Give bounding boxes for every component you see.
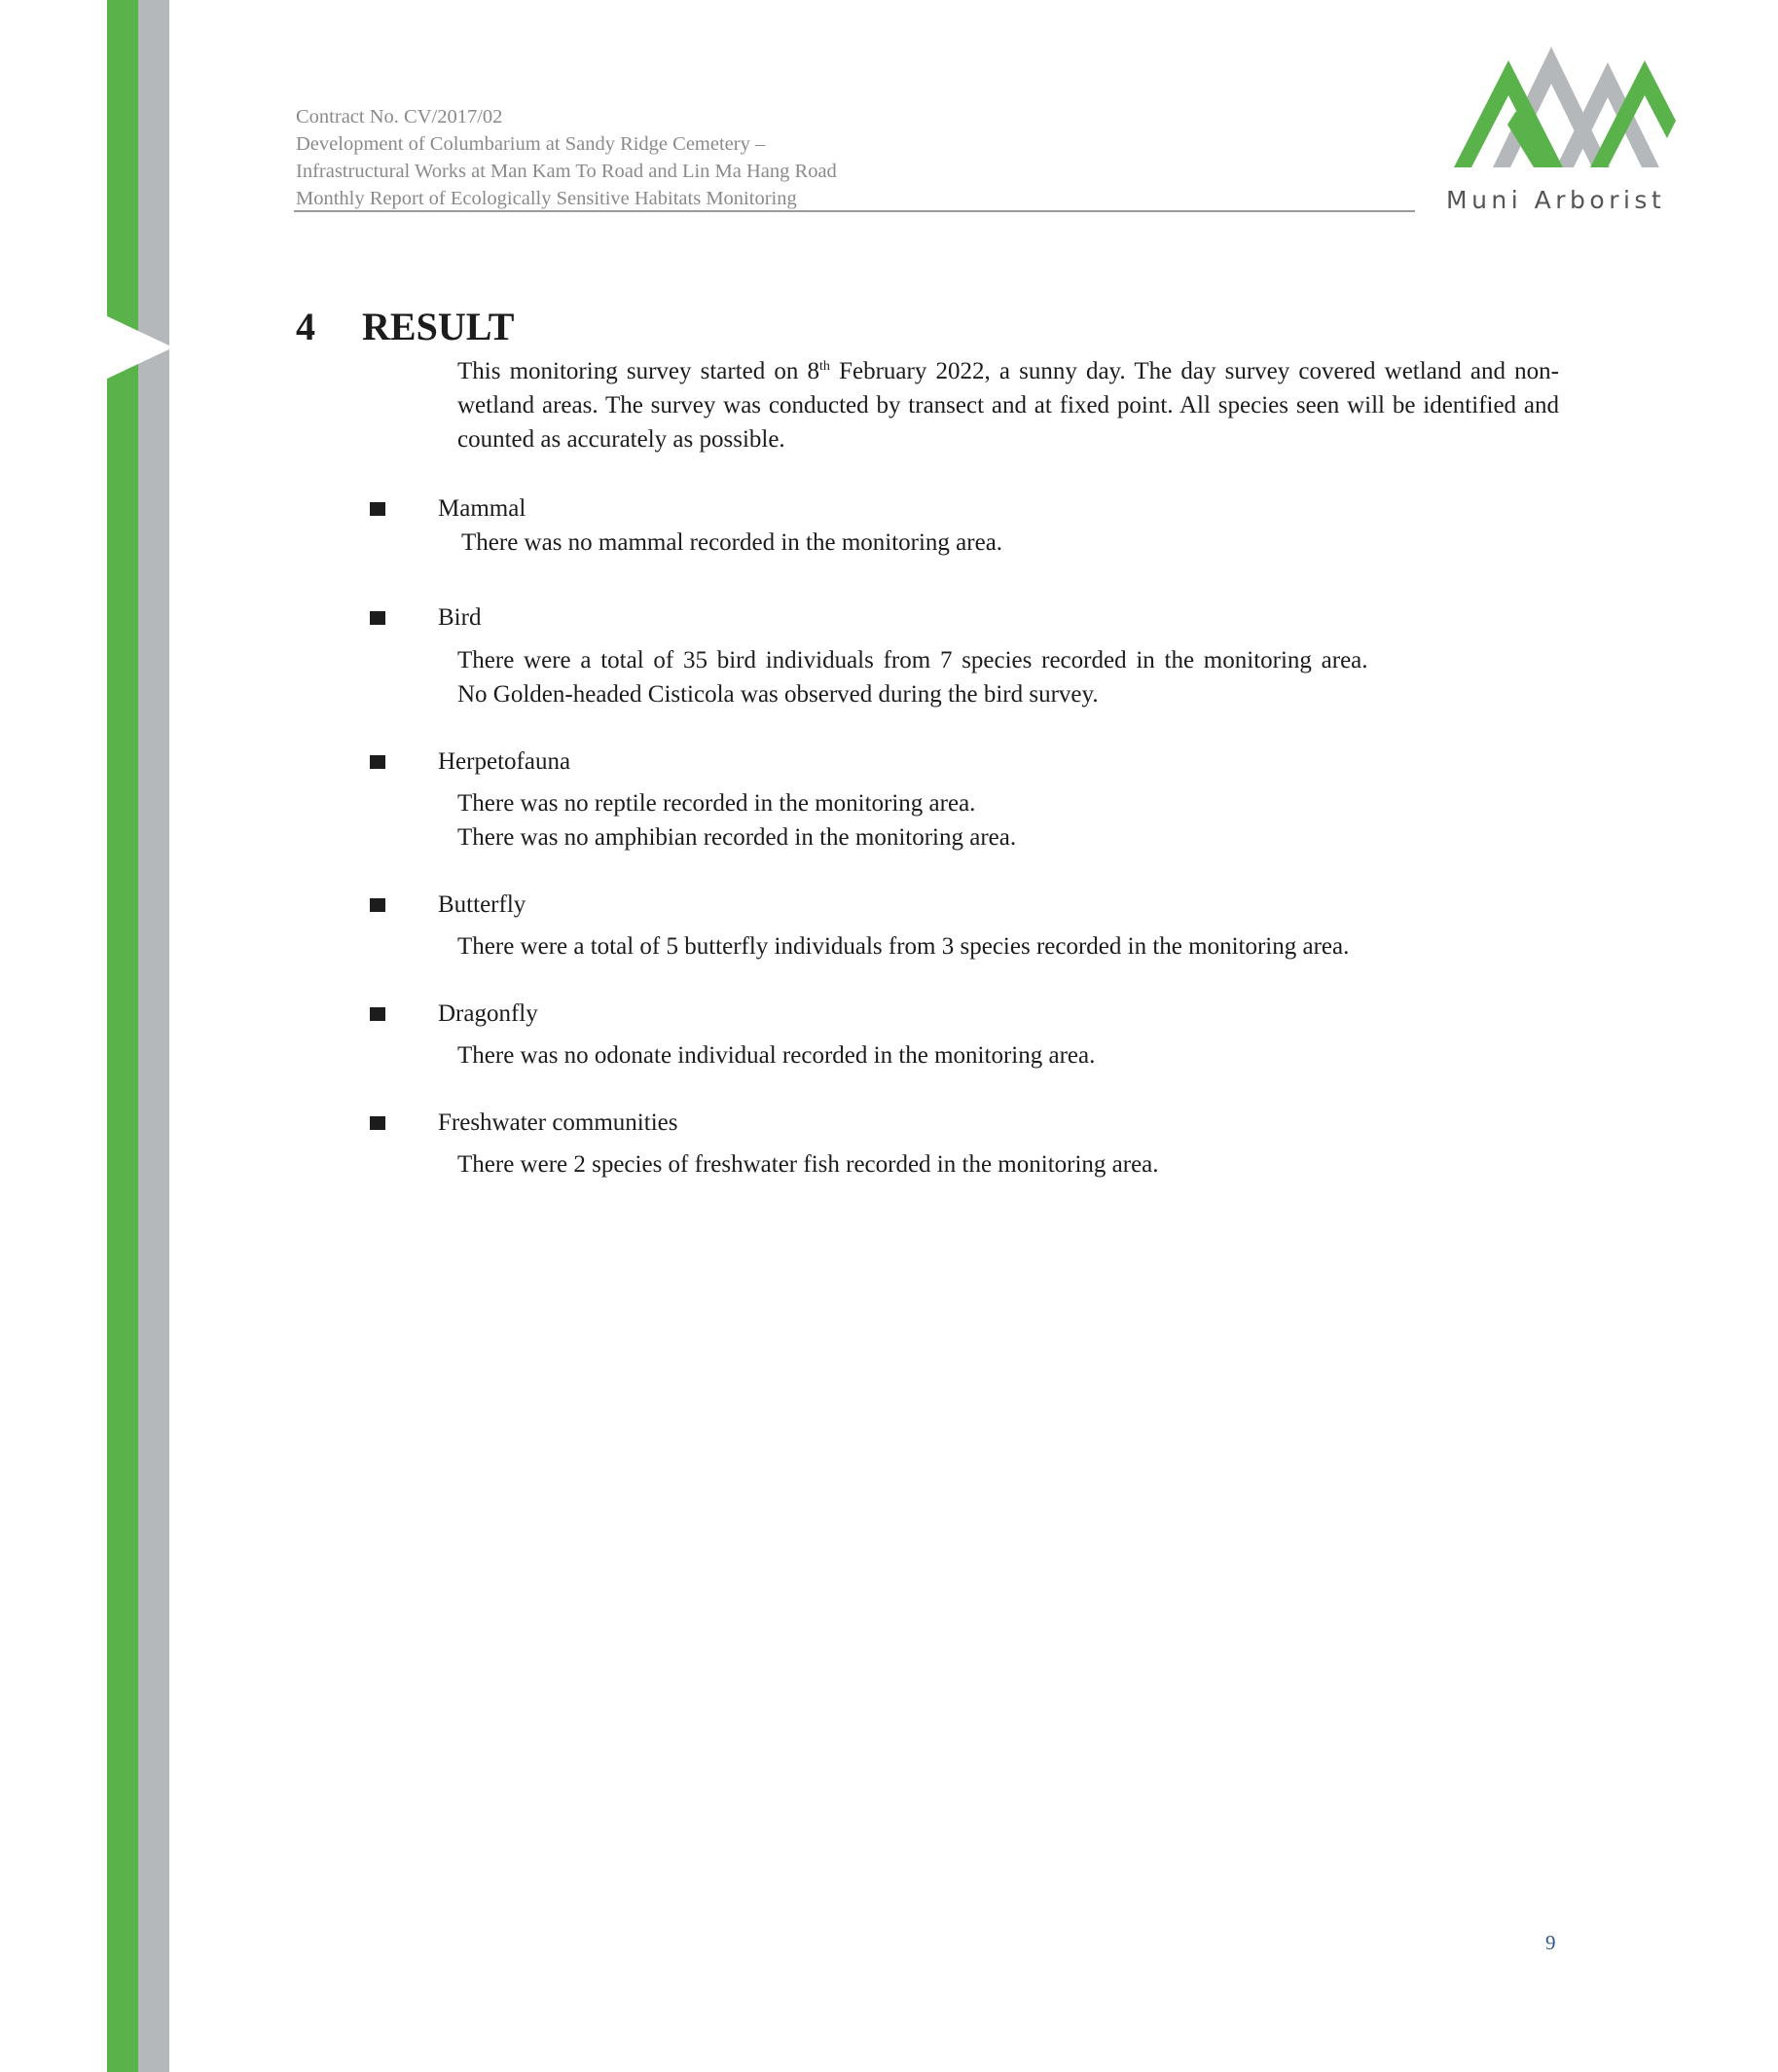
bullet-square-icon — [370, 502, 385, 516]
item-line: There were a total of 35 bird individuals from 7 species recorded in the monitoring area. — [457, 647, 1368, 673]
item-label: Butterfly — [438, 891, 526, 918]
header-divider — [294, 210, 1415, 212]
item-body — [457, 1038, 1559, 1072]
header-project-line: Development of Columbarium at Sandy Ridge Cemetery – — [296, 133, 766, 155]
item-line: There was no amphibian recorded in the monitoring area. — [457, 824, 1017, 851]
section-heading — [296, 304, 514, 349]
bullet-square-icon — [370, 611, 385, 625]
item-body — [457, 526, 1559, 560]
item-body — [457, 929, 1559, 963]
item-label: Bird — [438, 604, 482, 631]
item-line: No Golden-headed Cisticola was observed during the bird survey. — [457, 681, 1099, 708]
document-header — [296, 103, 1415, 212]
item-label: Dragonfly — [438, 1000, 538, 1027]
side-stripe-gray — [138, 0, 169, 2072]
item-line: There were 2 species of freshwater fish recorded in the monitoring area. — [457, 1151, 1159, 1178]
header-works-line: Infrastructural Works at Man Kam To Road and Lin Ma Hang Road — [296, 161, 837, 182]
logo-text: Muni Arborist — [1446, 186, 1666, 214]
side-stripe-green — [107, 0, 138, 2072]
item-line: There were a total of 5 butterfly individuals from 3 species recorded in the monitoring area. — [457, 933, 1350, 960]
intro-superscript: th — [819, 359, 830, 374]
item-line: There was no odonate individual recorded in the monitoring area. — [457, 1042, 1096, 1069]
bullet-square-icon — [370, 755, 385, 769]
intro-text-start: This monitoring survey started on 8 — [457, 358, 820, 384]
item-line: There was no reptile recorded in the monitoring area. — [457, 790, 976, 817]
header-report-line: Monthly Report of Ecologically Sensitive Habitats Monitoring — [296, 188, 797, 209]
section-number: 4 — [296, 305, 315, 348]
page-number: 9 — [1545, 1931, 1556, 1954]
side-stripe-notch — [105, 315, 173, 380]
intro-paragraph — [457, 354, 1559, 456]
item-body — [457, 1147, 1559, 1181]
header-contract-line: Contract No. CV/2017/02 — [296, 106, 503, 127]
item-label: Mammal — [438, 495, 526, 522]
item-body — [457, 643, 1559, 711]
item-label: Freshwater communities — [438, 1109, 678, 1136]
item-line: There was no mammal recorded in the monitoring area. — [461, 529, 1003, 556]
bullet-square-icon — [370, 1007, 385, 1021]
bullet-square-icon — [370, 1116, 385, 1130]
item-body — [457, 786, 1559, 854]
bullet-square-icon — [370, 898, 385, 912]
item-label: Herpetofauna — [438, 748, 571, 775]
intro-text-rest: February 2022, a sunny day. The day survey covered wetland and non-wetland areas. The survey was conducted by transect and at fixed point. All species seen will be identified and counted as accurately as possible. — [457, 358, 1559, 453]
section-title: RESULT — [362, 305, 515, 348]
